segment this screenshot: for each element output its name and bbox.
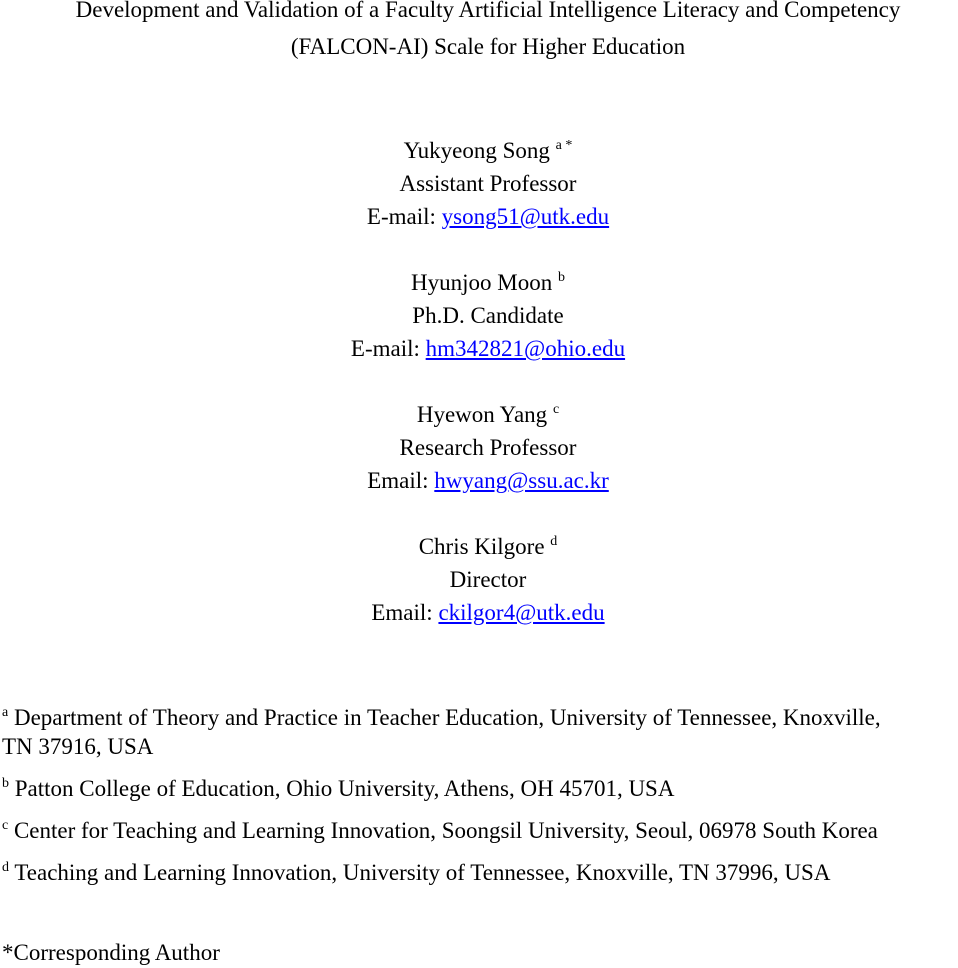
- author-affiliation-marker: b: [557, 270, 565, 285]
- author-role: Ph.D. Candidate: [412, 303, 564, 328]
- affiliation-text: Center for Teaching and Learning Innovation, Soongsil University, Seoul, 06978 South Korea: [8, 818, 878, 843]
- author-email-label: Email:: [367, 468, 435, 493]
- author-email-line: [0, 596, 958, 629]
- affiliation-item: [2, 703, 958, 761]
- author-name-line: [0, 398, 958, 431]
- author-name-line: [0, 134, 958, 167]
- affiliation-text: Teaching and Learning Innovation, University of Tennessee, Knoxville, TN 37996, USA: [9, 860, 831, 885]
- affiliation-marker: b: [2, 776, 9, 791]
- author-email-label: E-mail:: [350, 336, 426, 361]
- affiliation-marker: a: [2, 705, 9, 720]
- author-email-link[interactable]: hwyang@ssu.ac.kr: [434, 468, 609, 493]
- author-block: [0, 398, 958, 497]
- author-email-line: [0, 332, 958, 365]
- author-email-line: [0, 200, 958, 233]
- affiliation-text: Patton College of Education, Ohio University, Athens, OH 45701, USA: [9, 776, 675, 801]
- affiliation-marker: d: [2, 860, 9, 875]
- affiliation-item: [2, 774, 958, 803]
- author-name-line: [0, 266, 958, 299]
- affiliation-item: [2, 858, 958, 887]
- author-email-link[interactable]: ysong51@utk.edu: [441, 204, 610, 229]
- paper-title: [0, 0, 958, 65]
- author-name: Hyewon Yang: [416, 402, 548, 427]
- affiliation-text-continued: TN 37916, USA: [2, 734, 154, 759]
- affiliation-item: [2, 816, 958, 845]
- author-name: Hyunjoo Moon: [411, 270, 553, 295]
- author-block: [0, 530, 958, 629]
- affiliation-text: Department of Theory and Practice in Teacher Education, University of Tennessee, Knoxville,: [8, 705, 881, 730]
- author-name: Yukyeong Song: [403, 138, 550, 163]
- affiliation-list: [2, 703, 958, 900]
- author-role: Director: [449, 567, 527, 592]
- author-affiliation-marker: c: [552, 402, 560, 417]
- author-affiliation-marker: a *: [555, 138, 573, 153]
- author-email-label: Email:: [371, 600, 439, 625]
- author-role: Research Professor: [399, 435, 577, 460]
- author-role: Assistant Professor: [399, 171, 577, 196]
- author-email-link[interactable]: ckilgor4@utk.edu: [438, 600, 605, 625]
- author-name: Chris Kilgore: [418, 534, 545, 559]
- author-name-line: [0, 530, 958, 563]
- author-email-link[interactable]: hm342821@ohio.edu: [425, 336, 626, 361]
- author-block: [0, 266, 958, 365]
- author-email-label: E-mail:: [366, 204, 442, 229]
- author-list: [0, 134, 958, 662]
- author-email-line: [0, 464, 958, 497]
- paper-title-line-1: Development and Validation of a Faculty Artificial Intelligence Literacy and Competency: [75, 0, 901, 22]
- paper-title-line-2: (FALCON-AI) Scale for Higher Education: [290, 34, 686, 59]
- corresponding-author-note: *Corresponding Author: [2, 940, 220, 965]
- author-affiliation-marker: d: [550, 534, 558, 549]
- author-block: [0, 134, 958, 233]
- affiliation-marker: c: [2, 818, 9, 833]
